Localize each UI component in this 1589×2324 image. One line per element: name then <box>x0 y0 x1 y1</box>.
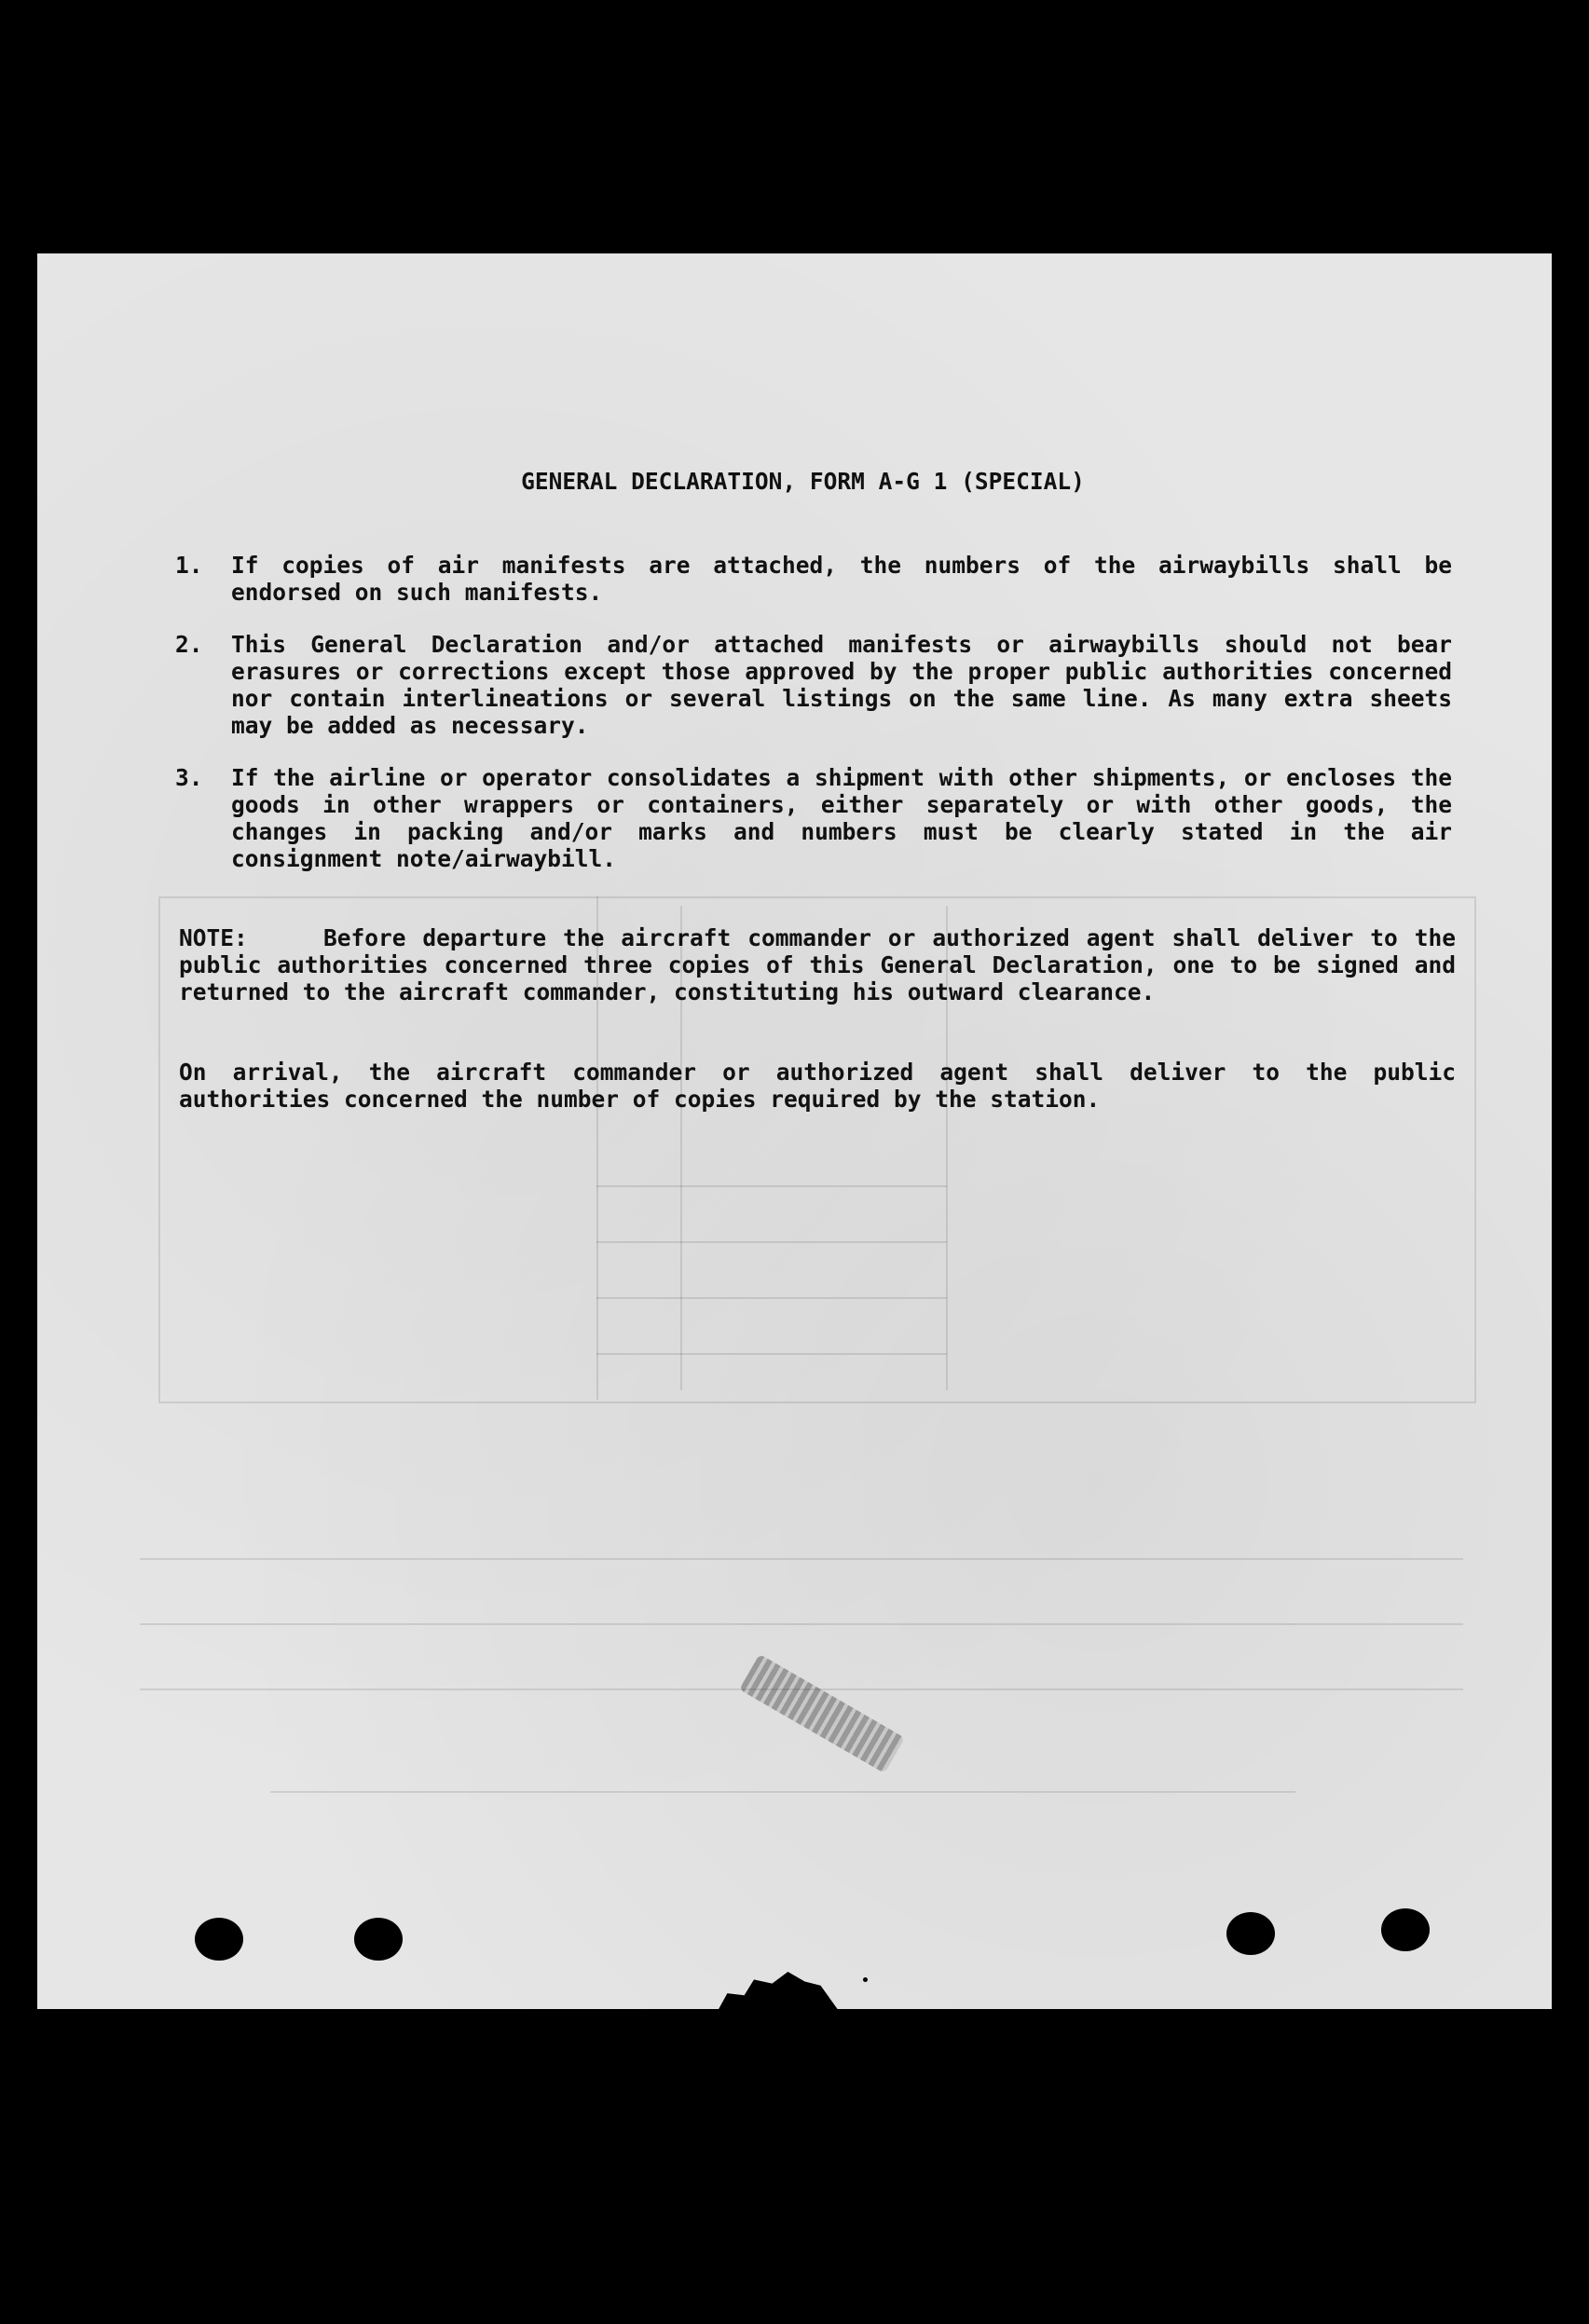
dust-speck <box>1098 21 1103 25</box>
item-number: 3. <box>175 764 203 791</box>
item-number: 1. <box>175 552 203 579</box>
punch-hole-right-2 <box>1381 1908 1430 1951</box>
document-sheet <box>37 253 1552 2009</box>
dust-speck <box>863 1977 868 1982</box>
page-title: GENERAL DECLARATION, FORM A-G 1 (SPECIAL) <box>521 468 1085 495</box>
arrival-text: On arrival, the aircraft commander or authorized agent shall deliver to the public authorities concerned the number of copies required by the station. <box>179 1059 1456 1113</box>
punch-hole-right-1 <box>1226 1912 1275 1955</box>
dust-speck <box>1085 2303 1089 2308</box>
instruction-item-3 <box>175 764 1452 872</box>
item-text: This General Declaration and/or attached manifests or airwaybills should not bear erasures or corrections except those approved by the proper public authorities concerned nor contain interlineations or several listings on the same line. As many extra sheets may be added as necessary. <box>231 631 1452 739</box>
document-body <box>37 253 1552 2009</box>
instruction-item-2 <box>175 631 1452 739</box>
arrival-block <box>179 1059 1456 1113</box>
item-number: 2. <box>175 631 203 658</box>
note-text: Before departure the aircraft commander or authorized agent shall deliver to the public authorities concerned three copies of this General Declaration, one to be signed and returned to the aircraft commander, constituting his outward clearance. <box>179 924 1456 1005</box>
note-block <box>179 924 1456 1005</box>
note-label: NOTE: <box>179 924 248 951</box>
punch-hole-left-1 <box>195 1918 243 1961</box>
item-text: If copies of air manifests are attached, the numbers of the airwaybills shall be endorsed on such manifests. <box>231 552 1452 606</box>
instruction-item-1 <box>175 552 1452 606</box>
item-text: If the airline or operator consolidates a shipment with other shipments, or encloses the goods in other wrappers or containers, either separately or with other goods, the changes in packing and/or marks and numbers must be clearly stated in the air consignment note/airwaybill. <box>231 764 1452 872</box>
punch-hole-left-2 <box>354 1918 403 1961</box>
